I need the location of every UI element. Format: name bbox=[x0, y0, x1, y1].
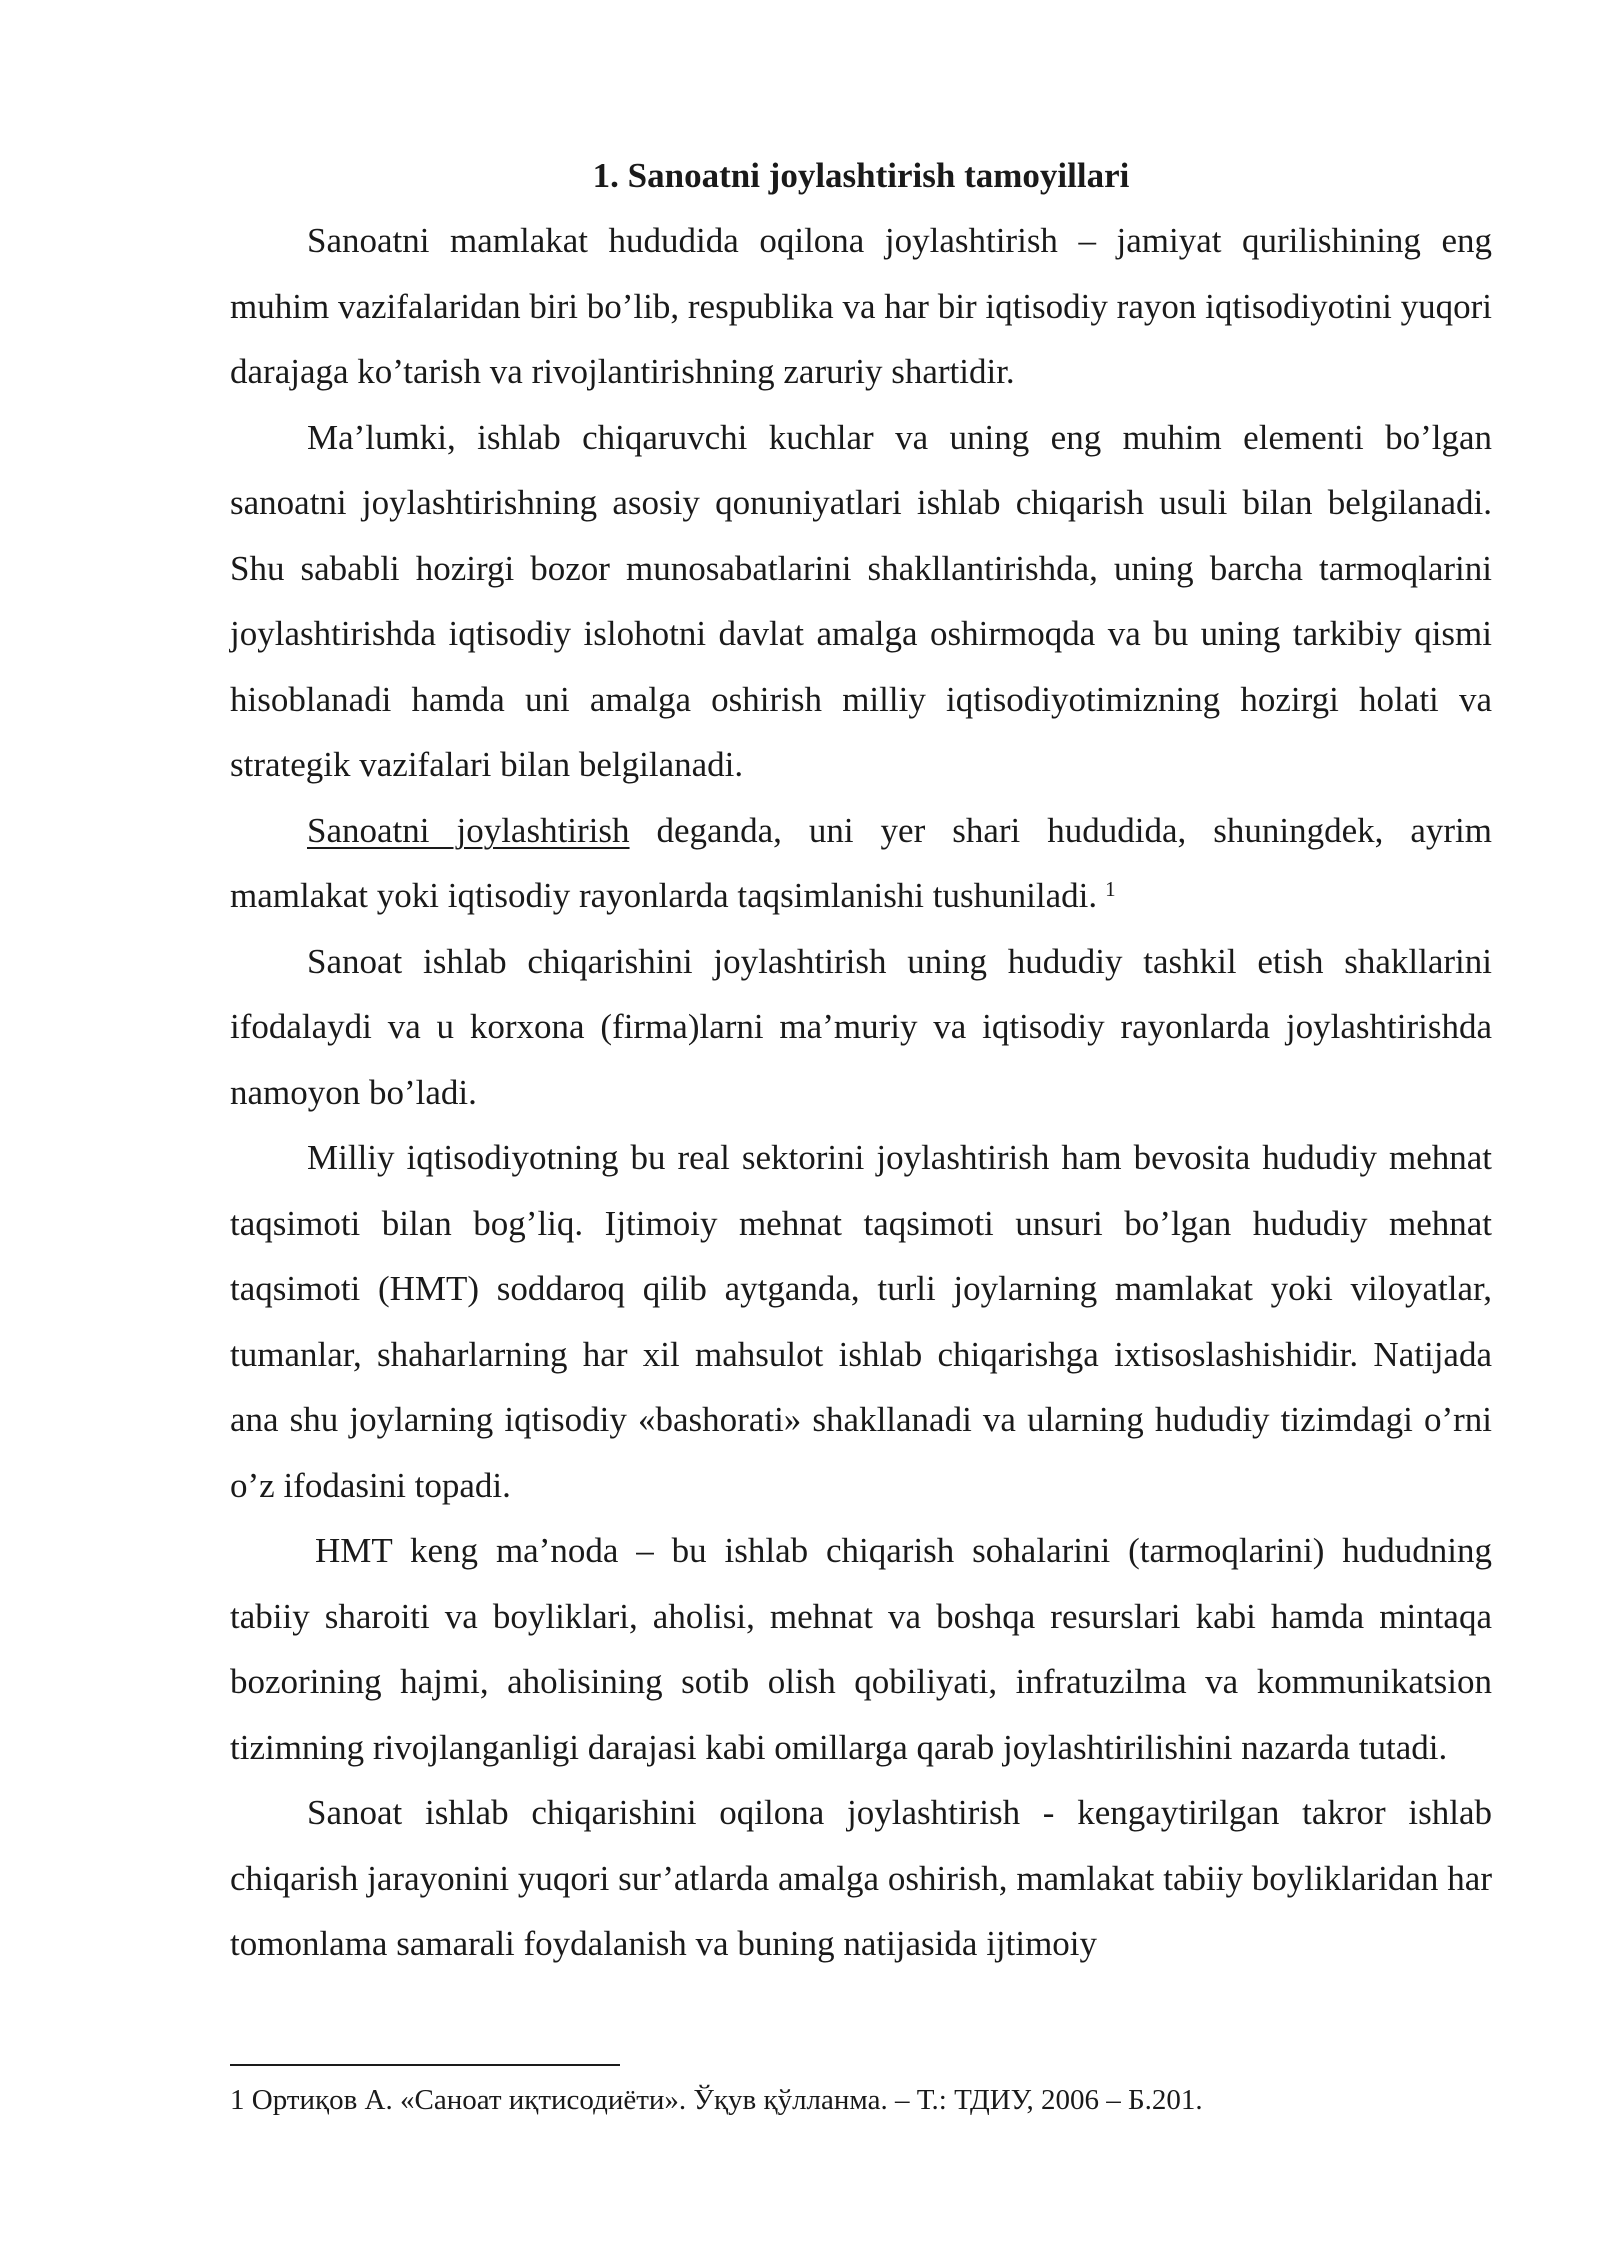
footnote-separator bbox=[230, 2064, 620, 2066]
document-body bbox=[230, 148, 1492, 1977]
footnote-reference[interactable]: 1 bbox=[1105, 877, 1116, 901]
section-heading: 1. Sanoatni joylashtirish tamoyillari bbox=[592, 156, 1130, 195]
paragraph-1: Sanoatni mamlakat hududida oqilona joylashtirish – jamiyat qurilishining eng muhim vazifalaridan biri bo’lib, respublika va har bir iqtisodiy rayon iqtisodiyotini yuqori darajaga ko’tarish va rivojlantirishning zaruriy shartidir. bbox=[230, 221, 1492, 391]
paragraph-5: Milliy iqtisodiyotning bu real sektorini joylashtirish ham bevosita hududiy mehnat taqsimoti bilan bog’liq. Ijtimoiy mehnat taqsimoti unsuri bo’lgan hududiy mehnat taqsimoti (HMT) soddaroq qilib aytganda, turli joylarning mamlakat yoki viloyatlar, tumanlar, shaharlarning har xil mahsulot ishlab chiqarishga ixtisoslashishidir. Natijada ana shu joylarning iqtisodiy «bashorati» shakllanadi va ularning hududiy tizimdagi o’rni o’z ifodasini topadi. bbox=[230, 1138, 1492, 1505]
defined-term: Sanoatni joylashtirish bbox=[307, 810, 630, 850]
paragraph-2: Ma’lumki, ishlab chiqaruvchi kuchlar va uning eng muhim elementi bo’lgan sanoatni joylashtirishning asosiy qonuniyatlari ishlab chiqarish usuli bilan belgilanadi. Shu sababli hozirgi bozor munosabatlarini shakllantirishda, uning barcha tarmoqlarini joylashtirishda iqtisodiy islohotni davlat amalga oshirmoqda va bu uning tarkibiy qismi hisoblanadi hamda uni amalga oshirish milliy iqtisodiyotimizning hozirgi holati va strategik vazifalari bilan belgilanadi. bbox=[230, 417, 1492, 784]
paragraph-7: Sanoat ishlab chiqarishini oqilona joylashtirish - kengaytirilgan takror ishlab chiqarish jarayonini yuqori sur’atlarda amalga oshirish, mamlakat tabiiy boyliklaridan har tomonlama samarali foydalanish va buning natijasida ijtimoiy bbox=[230, 1793, 1492, 1963]
paragraph-6: HMT keng ma’noda – bu ishlab chiqarish sohalarini (tarmoqlarini) hududning tabiiy sharoiti va boyliklari, aholisi, mehnat va boshqa resurslari kabi hamda mintaqa bozorining hajmi, aholisining sotib olish qobiliyati, infratuzilma va kommunikatsion tizimning rivojlanganligi darajasi kabi omillarga qarab joylashtirilishini nazarda tutadi. bbox=[230, 1531, 1492, 1767]
paragraph-4: Sanoat ishlab chiqarishini joylashtirish uning hududiy tashkil etish shakllarini ifodalaydi va u korxona (firma)larni ma’muriy va iqtisodiy rayonlarda joylashtirishda namoyon bo’ladi. bbox=[230, 941, 1492, 1112]
paragraph-3-text: deganda, uni yer shari hududida, shuningdek, ayrim mamlakat yoki iqtisodiy rayonlarda taqsimlanishi tushuniladi. bbox=[230, 810, 1492, 915]
paragraph-3 bbox=[230, 798, 1492, 929]
footnote-text: 1 Ортиқов А. «Саноат иқтисодиёти». Ўқув қўлланма. – Т.: ТДИУ, 2006 – Б.201. bbox=[230, 2084, 1203, 2116]
